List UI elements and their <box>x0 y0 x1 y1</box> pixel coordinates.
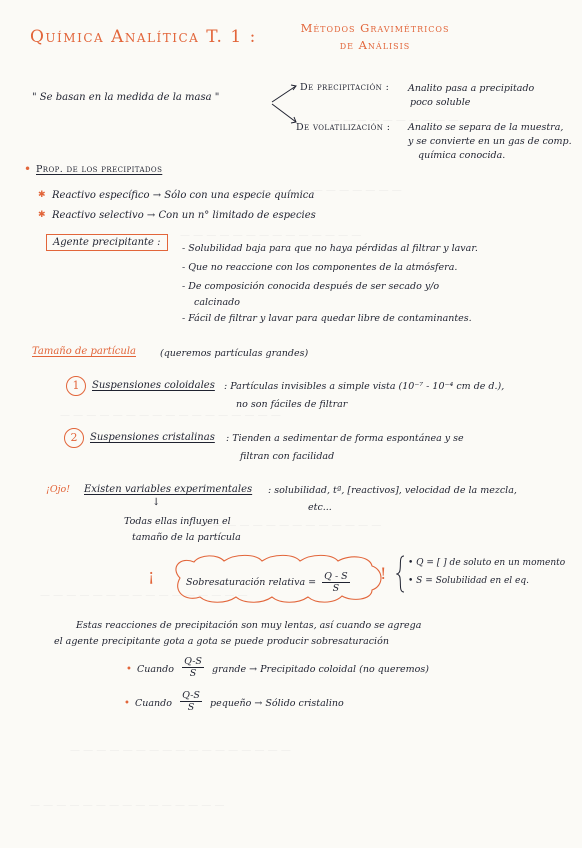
case-2-fraction <box>180 690 202 713</box>
agent-box <box>46 234 168 251</box>
agent-item-4: calcinado <box>194 297 240 308</box>
prop-item-1: Reactivo específico → Sólo con una especie química <box>52 190 315 201</box>
closing-line-1: Estas reacciones de precipitación son muy lentas, así cuando se agrega <box>76 620 422 631</box>
exclamation-close: ! <box>380 564 387 583</box>
s2-text-2: filtran con facilidad <box>240 451 335 462</box>
supersat-formula <box>186 571 353 594</box>
page-subtitle <box>270 20 480 54</box>
page-title: Química Analítica T. 1 : <box>30 27 257 47</box>
case-1-pre: Cuando <box>137 664 174 675</box>
s1-text-2: no son fáciles de filtrar <box>236 399 348 410</box>
bullet-icon: • <box>124 698 130 709</box>
precip-text-2: poco soluble <box>410 97 471 108</box>
notes-page: — — — — — — — — — — — — — — — — — — — — — — — — — — — — — — — — — — — — — — — — — — — — — — — — — — — — — — — — — — — — — — — — — — — — — — — — — — — — — — — — — — — — — — — — — — — — — — — — — — — — — — — — — — — — — — — — — — Química Analítica T. 1 : Métodos Gravimétricos de Análisis " Se basan en la medida de la masa " De precipitación : Analito pasa a precipitado poco soluble De volatilización : Analito se separa de la muestra, y se convierte en un gas de comp. química conocida. • Prop. de los precipitados ✱ Reactivo específico → Sólo con una especie química ✱ Reactivo selectivo → Con un n° limitado de especies Agente precipitante : - Solubilidad baja para que no haya pérdidas al filtrar y lavar. - Que no reaccione con los componentes de la atmósfera. - De composición conocida después de ser secado y/o calcinado - Fácil de filtrar y lavar para quedar libre de contaminantes. Tamaño de partícula (queremos partículas grandes) 1 Suspensiones coloidales : Partículas invisibles a simple vista (10⁻⁷ - 10⁻⁴ cm de d.), no son fáciles de filtrar 2 Suspensiones cristalinas : Tienden a sedimentar de forma espontánea y se filtran con facilidad ¡Ojo! Existen variables experimentales : solubilidad, tª, [reactivos], velocidad de la mezcla, etc... ↓ Todas ellas influyen el tamaño de la partícula ¡ Sobresaturación relativa = $\frac{Q - S}{S}$ ! • Q = [ ] de soluto en un momento • S = Solubilidad en el eq. Estas reacciones de precipitación son muy lentas, así cuando se agrega el agente precipitante gota a gota se puede producir sobresaturación • Cuando $\frac{Q-S}{S}$ grande → Precipitado coloidal (no queremos) • Cuando $\frac{Q-S}{S}$ pequeño → Sólido cristalino <box>0 0 582 848</box>
def-s: • S = Solubilidad en el eq. <box>408 576 529 586</box>
s1-label: Suspensiones coloidales <box>92 380 215 391</box>
def-q: • Q = [ ] de soluto en un momento <box>408 558 566 568</box>
supersat-fraction <box>322 571 350 594</box>
prop-item-2: Reactivo selectivo → Con un n° limitado de especies <box>52 210 316 221</box>
agent-item-5: - Fácil de filtrar y lavar para quedar libre de contaminantes. <box>182 313 472 324</box>
brace-icon <box>396 554 406 594</box>
fraction-denominator: S <box>332 583 340 594</box>
exclamation-open: ¡ <box>148 566 155 585</box>
influence-line-1: Todas ellas influyen el <box>124 516 231 527</box>
influence-line-2: tamaño de la partícula <box>132 532 241 543</box>
precip-text-1: Analito pasa a precipitado <box>408 83 535 94</box>
ojo-note: ¡Ojo! <box>46 484 71 495</box>
case-1-post: grande → Precipitado coloidal (no queremos) <box>212 664 429 675</box>
agent-item-1: - Solubilidad baja para que no haya pérdidas al filtrar y lavar. <box>182 243 478 254</box>
closing-line-2: el agente precipitante gota a gota se puede producir sobresaturación <box>54 636 389 647</box>
size-heading-note: (queremos partículas grandes) <box>160 348 309 359</box>
agent-item-2: - Que no reaccione con los componentes de la atmósfera. <box>182 262 458 273</box>
bullet-icon: • <box>24 162 32 176</box>
vars-text-2: etc... <box>308 502 332 513</box>
case-2-denominator: S <box>187 702 195 713</box>
prop-heading: Prop. de los precipitados <box>36 164 163 175</box>
fraction-numerator: Q - S <box>324 571 348 582</box>
subtitle-line-1: Métodos Gravimétricos <box>300 21 450 35</box>
vars-label: Existen variables experimentales <box>84 484 253 495</box>
volat-text-1: Analito se separa de la muestra, <box>408 122 564 133</box>
s2-label: Suspensiones cristalinas <box>90 432 215 443</box>
case-1-numerator: Q-S <box>184 656 202 667</box>
asterisk-icon: ✱ <box>38 210 46 220</box>
size-heading: Tamaño de partícula <box>32 346 136 357</box>
case-2-numerator: Q-S <box>182 690 200 701</box>
intro-quote: " Se basan en la medida de la masa " <box>32 92 220 103</box>
case-2-pre: Cuando <box>135 698 172 709</box>
agent-item-3: - De composición conocida después de ser secado y/o <box>182 281 440 292</box>
bullet-icon: • <box>126 664 132 675</box>
s1-text-1: : Partículas invisibles a simple vista (10⁻⁷ - 10⁻⁴ cm de d.), <box>224 381 505 392</box>
s2-text-1: : Tienden a sedimentar de forma espontánea y se <box>226 433 464 444</box>
asterisk-icon: ✱ <box>38 190 46 200</box>
precip-label: De precipitación : <box>300 82 390 93</box>
subtitle-line-2: de Análisis <box>339 38 411 52</box>
volat-label: De volatilización : <box>296 122 391 133</box>
case-2-post: pequeño → Sólido cristalino <box>210 698 344 709</box>
number-badge-2: 2 <box>64 428 84 448</box>
agent-label: Agente precipitante : <box>53 237 161 248</box>
case-1-fraction <box>182 656 204 679</box>
vars-text-1: : solubilidad, tª, [reactivos], velocidad de la mezcla, <box>268 485 517 496</box>
volat-text-3: química conocida. <box>418 150 506 161</box>
case-1 <box>126 656 429 679</box>
case-2 <box>124 690 344 713</box>
number-badge-1: 1 <box>66 376 86 396</box>
case-1-denominator: S <box>189 668 197 679</box>
down-arrow-icon: ↓ <box>152 497 161 508</box>
supersat-label: Sobresaturación relativa = <box>186 577 317 588</box>
volat-text-2: y se convierte en un gas de comp. <box>408 136 572 147</box>
